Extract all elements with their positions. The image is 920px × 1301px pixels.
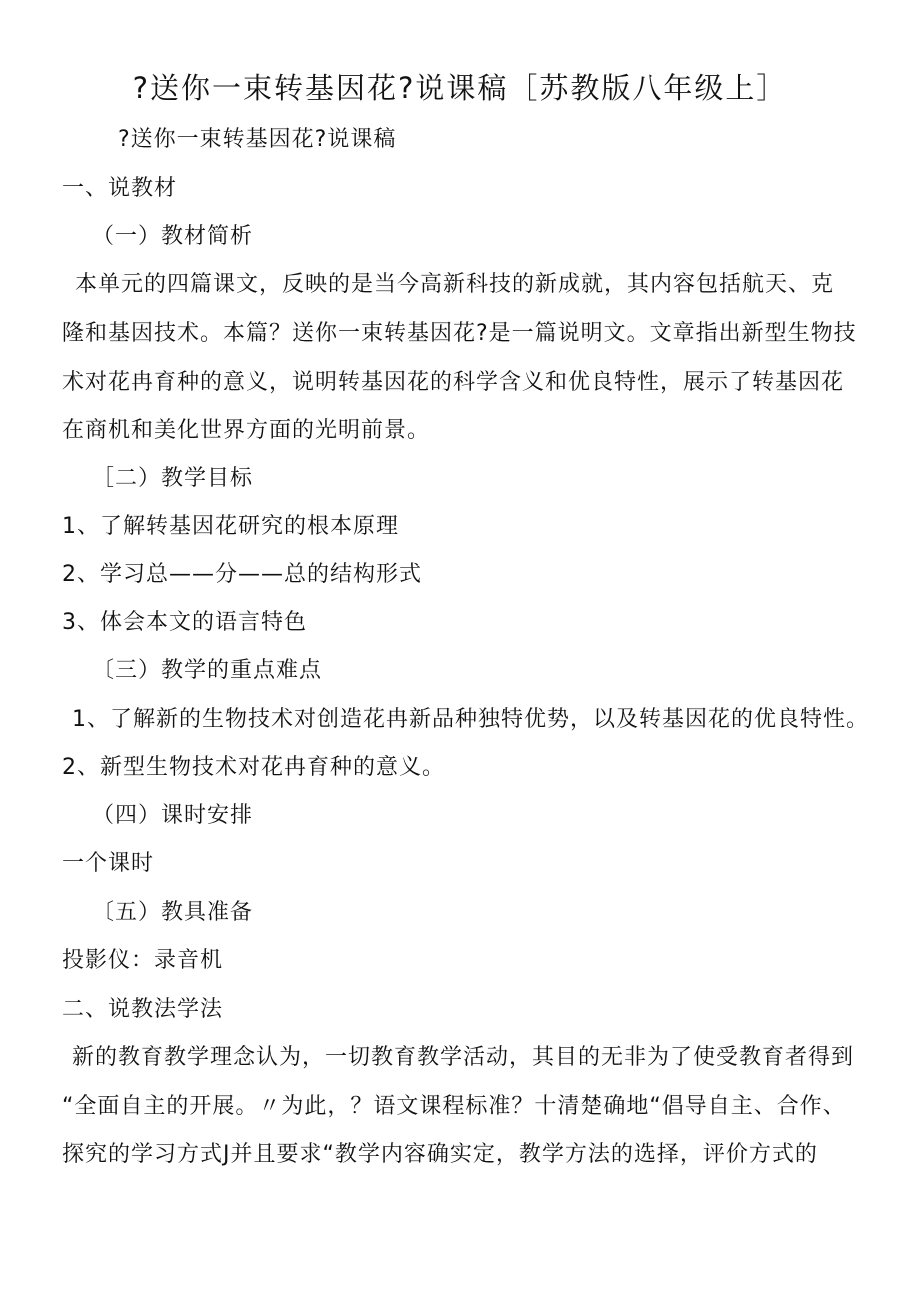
list-item: 2、新型生物技术对花冉育种的意义。 <box>62 755 445 780</box>
section-heading: 二、说教法学法 <box>62 997 224 1022</box>
subsection-heading: 〔三）教学的重点难点 <box>92 658 323 683</box>
paragraph-line: 投影仪：录音机 <box>62 948 224 973</box>
document-subtitle: ?送你一束转基因花?说课稿 <box>118 127 397 152</box>
document-title: ?送你一束转基因花?说课稿［苏教版八年级上］ <box>132 71 788 105</box>
paragraph-line: 一个课时 <box>62 851 155 876</box>
list-item: 3、体会本文的语言特色 <box>62 610 307 635</box>
paragraph-line: 新的教育教学理念认为，一切教育教学活动，其目的无非为了使受教育者得到 <box>72 1045 855 1070</box>
paragraph-line: 隆和基因技术。本篇？送你一束转基因花?是一篇说明文。文章指出新型生物技 <box>62 321 857 346</box>
subsection-heading: 〔五）教具准备 <box>92 900 254 925</box>
section-heading: 一、说教材 <box>62 176 178 201</box>
paragraph-line: 在商机和美化世界方面的光明前景。 <box>62 418 431 443</box>
subsection-heading: （一）教材简析 <box>92 224 254 249</box>
list-item: 1、了解转基因花研究的根本原理 <box>62 514 399 539</box>
paragraph-line: “全面自主的开展。〃为此，？语文课程标准？十清楚确地“倡导自主、合作、 <box>62 1094 846 1119</box>
list-item: 2、学习总——分——总的结构形式 <box>62 562 422 587</box>
paragraph-line: 探究的学习方式J并且要求“教学内容确实定，教学方法的选择，评价方式的 <box>62 1142 818 1167</box>
subsection-heading: （四）课时安排 <box>92 803 254 828</box>
list-item: 1、了解新的生物技术对创造花冉新品种独特优势，以及转基因花的优良特性。 <box>72 707 869 732</box>
paragraph-line: 本单元的四篇课文，反映的是当今高新科技的新成就，其内容包括航天、克 <box>75 272 835 297</box>
paragraph-line: 术对花冉育种的意义，说明转基因花的科学含义和优良特性，展示了转基因花 <box>62 370 845 395</box>
subsection-heading: ［二）教学目标 <box>92 466 254 491</box>
